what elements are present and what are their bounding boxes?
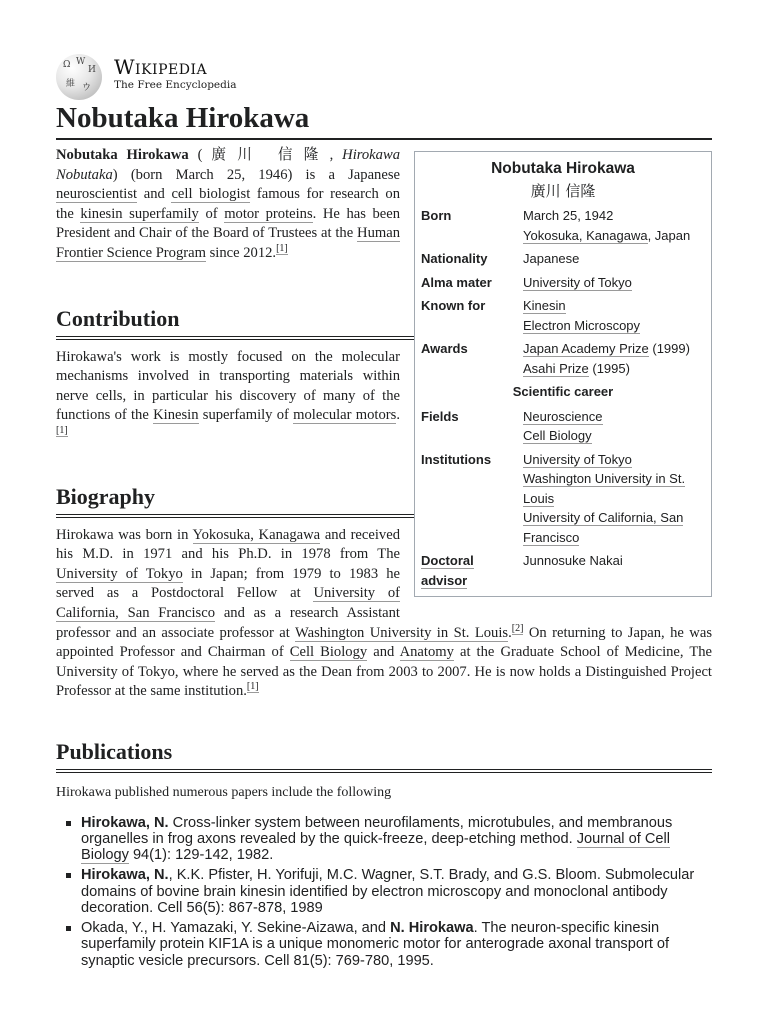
award-year: (1999) [652,341,690,356]
infobox-value [523,206,705,245]
wordmark-tagline: The Free Encyclopedia [114,79,237,91]
born-place-link[interactable]: Yokosuka, Kanagawa [523,227,648,243]
reference-link[interactable]: [1] [246,681,259,693]
award-link[interactable]: Japan Academy Prize [523,341,649,356]
intro-romanized: Hirokawa Nobutaka [56,147,400,183]
biography-text: and as a research Assistant professor and an associate professor at [56,604,400,641]
publication-text: . The neuron-specific kinesin superfamily protein KIF1A is a unique monomeric motor for anterograde axonal transport of synaptic vesicle precursors. Cell 81(5): 769-780, 1995. [81,920,670,969]
contribution-text: superfamily of [202,407,289,424]
bullet-icon [66,821,71,826]
list-item [56,815,712,864]
award-link[interactable]: Asahi Prize [523,360,589,376]
contribution-text: Hirokawa's work is mostly focused on the molecular mechanisms involved in transporting materials within nerve cells, in particular his discovery of many of the functions of the [56,348,400,424]
biography-text: . [508,624,512,641]
infobox-value [523,273,705,293]
anatomy-link[interactable]: Anatomy [399,644,454,661]
list-item [56,920,712,969]
publication-text: Submolecular domains of bovine brain kinesin identified by electron microscopy and monoclonal antibody decoration. Cell 56(5): 867-878, 1989 [81,867,695,916]
bullet-icon [66,926,71,931]
contribution-text: . [396,407,400,424]
biography-text: and received his M.D. in 1971 and his Ph.D. in 1978 from The [56,526,400,563]
infobox-row-born [421,206,705,245]
globe-glyph: Ω [63,60,71,70]
globe-glyph: 維 [66,79,76,89]
cell-biology-link[interactable]: Cell Biology [289,644,368,661]
born-date: March 25, 1942 [523,208,614,223]
wikipedia-logo[interactable] [56,52,712,98]
section-heading-contribution: Contribution [56,304,712,340]
infobox-row-alma-mater [421,273,705,293]
reference-link[interactable]: [1] [56,425,68,437]
born-place [523,226,705,246]
intro-text: and [143,186,165,203]
publication-authors: , K.K. Pfister, H. Yorifuji, M.C. Wagner, S.T. Brady, and G.S. Bloom. [168,867,601,884]
intro-text: famous for research on the [56,186,401,222]
award-year: (1995) [592,360,630,376]
reference-link[interactable]: [2] [511,622,524,634]
wustl-link[interactable]: Washington University in St. Louis [294,624,509,641]
publication-author: Hirokawa, N. [81,867,169,884]
infobox-row-fields [421,407,705,446]
institution-link[interactable]: University of California, San Francisco [523,510,684,545]
infobox-row-awards [421,339,705,378]
wikipedia-globe-icon [56,54,102,100]
infobox-row-doctoral-advisor [421,551,705,590]
biography-text: On returning to Japan, he was appointed Professor and Chairman of [56,624,713,661]
infobox-label: Alma mater [421,274,492,290]
motor-proteins-link[interactable]: motor proteins [224,205,313,222]
section-heading-publications: Publications [56,737,712,773]
infobox-section-heading: Scientific career [512,384,614,399]
doctoral-advisor-label-link[interactable]: Doctoral advisor [421,553,474,588]
publications-list [56,815,712,969]
biography-text: at the Graduate School of Medicine, The University of Tokyo, where he served as the Dean from 2003 to 2007. He is now holds a Distinguished Project Professor at the same institution. [56,644,713,700]
known-for-link[interactable]: Electron Microscopy [523,317,641,333]
neuroscientist-link[interactable]: neuroscientist [56,186,138,203]
biography-text: and [373,644,395,661]
intro-text: . He has been President and Chair of the Board of Trustees at the [56,205,401,242]
field-link[interactable]: Cell Biology [523,428,592,443]
globe-glyph: ウ [82,83,92,93]
journal-link[interactable]: Journal of Cell Biology [81,831,670,864]
institution-link[interactable]: University of Tokyo [523,451,632,467]
alma-mater-link[interactable]: University of Tokyo [523,274,632,290]
section-heading-biography: Biography [56,482,712,518]
bullet-icon [66,873,71,878]
infobox-native-name: 廣川 信隆 [530,182,596,200]
infobox-row-institutions [421,450,705,548]
yokosuka-link[interactable]: Yokosuka, Kanagawa [192,526,321,543]
intro-native-name: 廣川 信隆 [211,147,330,163]
publications-intro: Hirokawa published numerous papers include the following [56,784,392,800]
publication-authors: Okada, Y., H. Yamazaki, Y. Sekine-Aizawa, and [81,920,387,937]
university-of-tokyo-link[interactable]: University of Tokyo [56,565,183,582]
infobox-label: Institutions [421,451,492,467]
hfsp-link[interactable]: Human Frontier Science Program [56,225,400,261]
known-for-link[interactable]: Kinesin [523,298,566,313]
intro-paragraph: Nobutaka Hirokawa ( 廣川 信隆, Hirokawa Nobutaka) (born March 25, 1946) is a Japanese neuroscientist and cell biologist famous for research on the kinesin superfamily of motor proteins. He has been President and Chair of the Board of Trustees at the Human Frontier Science Program since 2012.[1] [56,147,401,261]
biography-text: Hirokawa was born in [56,526,189,543]
infobox-row-nationality [421,249,705,269]
infobox-value [523,296,705,335]
ucsf-link[interactable]: University of California, San Francisco [56,585,400,621]
intro-text: since 2012. [209,244,277,261]
article-page [56,52,712,973]
infobox-value: Junnosuke Nakai [523,553,623,568]
infobox-row-known-for [421,296,705,335]
kinesin-link[interactable]: Kinesin [153,407,199,424]
born-place-rest: , Japan [647,227,691,243]
intro-name: Nobutaka Hirokawa [56,147,189,163]
infobox-label: Nationality [421,251,488,266]
infobox-label: Awards [421,341,468,356]
publication-citation: 94(1): 129-142, 1982. [132,847,274,864]
infobox [414,151,712,597]
infobox-value [523,339,705,378]
globe-glyph: И [88,65,96,75]
infobox-title: Nobutaka Hirokawa [491,160,635,177]
intro-text: of [205,205,218,222]
molecular-motors-link[interactable]: molecular motors [293,407,397,424]
reference-link[interactable]: [1] [276,243,288,255]
infobox-label [421,551,523,590]
publication-text: Cross-linker system between neurofilaments, microtubules, and membranous organelles in frog axons revealed by the quick-freeze, deep-etching method. [81,814,673,848]
page-title: Nobutaka Hirokawa [56,98,712,140]
infobox-value [523,407,705,446]
wordmark [114,56,236,91]
infobox-label: Born [421,208,452,223]
field-link[interactable]: Neuroscience [523,408,603,424]
list-item [56,867,712,916]
institution-link[interactable]: Washington University in St. Louis [523,471,686,506]
intro-text: (born March 25, 1946) is a Japanese [130,166,400,183]
publication-author: N. Hirokawa [390,920,474,937]
infobox-value: Japanese [523,251,580,266]
infobox-value [523,450,705,548]
infobox-label: Known for [421,298,486,313]
publication-author: Hirokawa, N. [81,814,169,831]
biography-text: in Japan; from 1979 to 1983 he served as a Postdoctoral Fellow at [56,565,400,602]
kinesin-superfamily-link[interactable]: kinesin superfamily [80,205,199,222]
globe-glyph: W [76,57,86,67]
wordmark-title: Wikipedia [114,55,208,79]
cell-biologist-link[interactable]: cell biologist [171,186,251,203]
infobox-label: Fields [421,408,459,424]
